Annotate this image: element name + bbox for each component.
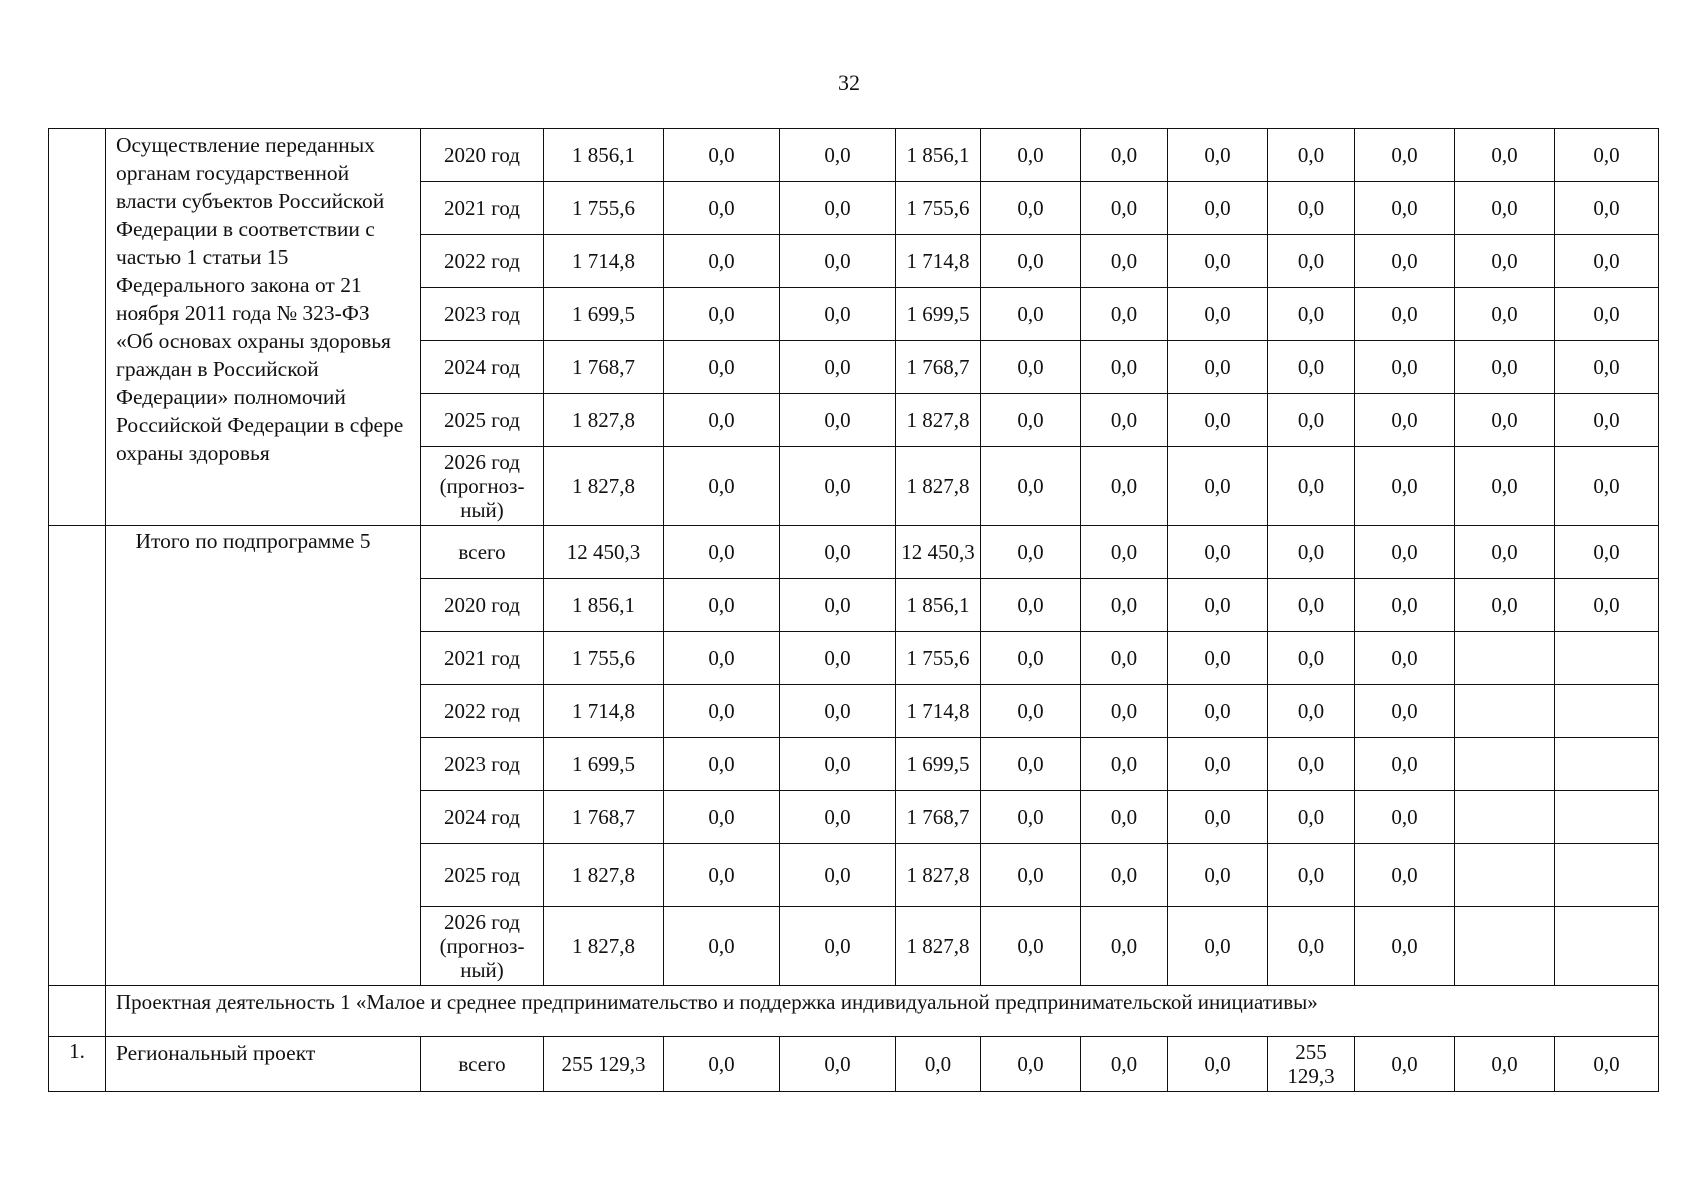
value-cell: 255 129,3 xyxy=(1268,1037,1355,1092)
total-cell: 255 129,3 xyxy=(544,1037,664,1092)
value-cell: 0,0 xyxy=(664,738,780,791)
total-cell: 1 755,6 xyxy=(544,632,664,685)
period-cell: 2020 год xyxy=(421,129,544,182)
value-cell: 0,0 xyxy=(1081,1037,1168,1092)
value-cell: 0,0 xyxy=(1355,907,1455,986)
total-cell: 1 714,8 xyxy=(544,685,664,738)
value-cell: 0,0 xyxy=(664,129,780,182)
value-cell: 0,0 xyxy=(780,632,896,685)
value-cell: 0,0 xyxy=(1455,129,1555,182)
value-cell: 0,0 xyxy=(1168,129,1268,182)
value-cell: 0,0 xyxy=(1455,447,1555,526)
value-cell: 0,0 xyxy=(1268,791,1355,844)
table-row xyxy=(49,1037,1659,1092)
value-cell: 0,0 xyxy=(780,182,896,235)
value-cell: 0,0 xyxy=(780,579,896,632)
total-cell: 1 699,5 xyxy=(544,288,664,341)
value-cell xyxy=(1455,738,1555,791)
value-cell: 0,0 xyxy=(1081,632,1168,685)
period-cell: 2024 год xyxy=(421,791,544,844)
value-cell: 0,0 xyxy=(1355,844,1455,907)
value-cell: 1 699,5 xyxy=(896,288,981,341)
value-cell: 0,0 xyxy=(1081,844,1168,907)
value-cell: 0,0 xyxy=(1081,235,1168,288)
value-cell: 0,0 xyxy=(780,844,896,907)
value-cell: 0,0 xyxy=(1555,394,1659,447)
value-cell: 0,0 xyxy=(780,129,896,182)
value-cell: 0,0 xyxy=(664,1037,780,1092)
value-cell: 0,0 xyxy=(1081,685,1168,738)
value-cell: 0,0 xyxy=(1268,526,1355,579)
table-row xyxy=(49,129,1659,182)
value-cell: 0,0 xyxy=(1168,844,1268,907)
value-cell: 0,0 xyxy=(1455,1037,1555,1092)
value-cell: 0,0 xyxy=(1168,447,1268,526)
value-cell: 0,0 xyxy=(896,1037,981,1092)
table-body xyxy=(49,129,1659,1092)
value-cell: 0,0 xyxy=(1168,235,1268,288)
period-cell: 2022 год xyxy=(421,685,544,738)
value-cell: 0,0 xyxy=(1555,447,1659,526)
value-cell: 0,0 xyxy=(1168,526,1268,579)
value-cell: 0,0 xyxy=(1268,129,1355,182)
value-cell: 0,0 xyxy=(1081,447,1168,526)
period-cell: 2025 год xyxy=(421,844,544,907)
value-cell: 1 755,6 xyxy=(896,632,981,685)
financing-table xyxy=(48,128,1659,1092)
value-cell xyxy=(1555,791,1659,844)
row-index xyxy=(49,986,106,1037)
value-cell xyxy=(1555,844,1659,907)
value-cell xyxy=(1555,685,1659,738)
value-cell: 0,0 xyxy=(981,738,1081,791)
total-cell: 1 768,7 xyxy=(544,791,664,844)
total-cell: 1 827,8 xyxy=(544,907,664,986)
value-cell: 1 827,8 xyxy=(896,844,981,907)
row-index: 1. xyxy=(49,1037,106,1092)
total-cell: 1 827,8 xyxy=(544,447,664,526)
value-cell: 1 714,8 xyxy=(896,685,981,738)
table-row xyxy=(49,986,1659,1037)
value-cell: 0,0 xyxy=(1268,447,1355,526)
total-cell: 1 699,5 xyxy=(544,738,664,791)
value-cell xyxy=(1555,907,1659,986)
value-cell: 0,0 xyxy=(1355,235,1455,288)
value-cell: 0,0 xyxy=(1455,526,1555,579)
value-cell: 0,0 xyxy=(1455,579,1555,632)
value-cell: 0,0 xyxy=(1555,1037,1659,1092)
value-cell: 0,0 xyxy=(981,685,1081,738)
value-cell: 0,0 xyxy=(664,685,780,738)
value-cell: 0,0 xyxy=(780,791,896,844)
value-cell: 0,0 xyxy=(1355,129,1455,182)
project-name: Региональный проект xyxy=(106,1037,421,1092)
value-cell: 1 856,1 xyxy=(896,129,981,182)
value-cell: 0,0 xyxy=(981,394,1081,447)
value-cell: 1 699,5 xyxy=(896,738,981,791)
value-cell: 0,0 xyxy=(1268,235,1355,288)
value-cell: 1 827,8 xyxy=(896,394,981,447)
value-cell: 0,0 xyxy=(1455,394,1555,447)
value-cell: 0,0 xyxy=(1355,1037,1455,1092)
value-cell: 0,0 xyxy=(1455,288,1555,341)
value-cell: 0,0 xyxy=(1168,341,1268,394)
project-heading: Проектная деятельность 1 «Малое и среднее предпринимательство и поддержка индивидуальной предпринимательской инициативы» xyxy=(106,986,1659,1037)
period-cell: 2024 год xyxy=(421,341,544,394)
total-cell: 12 450,3 xyxy=(544,526,664,579)
value-cell: 0,0 xyxy=(1168,1037,1268,1092)
value-cell: 0,0 xyxy=(981,632,1081,685)
value-cell: 0,0 xyxy=(1355,579,1455,632)
value-cell: 0,0 xyxy=(664,526,780,579)
value-cell: 0,0 xyxy=(1355,632,1455,685)
value-cell: 12 450,3 xyxy=(896,526,981,579)
period-cell: 2026 год (прогноз-ный) xyxy=(421,907,544,986)
value-cell: 0,0 xyxy=(1268,182,1355,235)
period-cell: 2023 год xyxy=(421,738,544,791)
value-cell: 0,0 xyxy=(1081,129,1168,182)
value-cell: 0,0 xyxy=(981,341,1081,394)
value-cell: 0,0 xyxy=(1081,791,1168,844)
value-cell: 0,0 xyxy=(780,526,896,579)
total-cell: 1 714,8 xyxy=(544,235,664,288)
value-cell: 0,0 xyxy=(1455,235,1555,288)
value-cell: 0,0 xyxy=(1268,738,1355,791)
value-cell: 0,0 xyxy=(1268,288,1355,341)
value-cell: 0,0 xyxy=(664,907,780,986)
value-cell xyxy=(1555,632,1659,685)
value-cell: 0,0 xyxy=(664,341,780,394)
period-cell: 2023 год xyxy=(421,288,544,341)
total-cell: 1 827,8 xyxy=(544,844,664,907)
value-cell: 0,0 xyxy=(1168,907,1268,986)
value-cell: 1 768,7 xyxy=(896,341,981,394)
page-number: 32 xyxy=(838,70,860,95)
value-cell: 0,0 xyxy=(780,738,896,791)
value-cell: 0,0 xyxy=(981,235,1081,288)
value-cell: 0,0 xyxy=(1555,129,1659,182)
value-cell: 0,0 xyxy=(664,579,780,632)
value-cell: 0,0 xyxy=(1268,579,1355,632)
value-cell xyxy=(1455,907,1555,986)
value-cell: 0,0 xyxy=(664,844,780,907)
value-cell: 1 856,1 xyxy=(896,579,981,632)
value-cell: 0,0 xyxy=(1268,394,1355,447)
value-cell: 0,0 xyxy=(1168,738,1268,791)
value-cell: 0,0 xyxy=(1081,907,1168,986)
period-cell: 2022 год xyxy=(421,235,544,288)
value-cell: 0,0 xyxy=(981,907,1081,986)
total-cell: 1 755,6 xyxy=(544,182,664,235)
value-cell: 0,0 xyxy=(981,182,1081,235)
measure-name: Осуществление переданных органам государственной власти субъектов Российской Федерации в соответствии с частью 1 статьи 15 Федерального закона от 21 ноября 2011 года № 323-ФЗ «Об основах охраны здоровья граждан в Российской Федерации» полномочий Российской Федерации в сфере охраны здоровья xyxy=(106,129,421,526)
value-cell: 0,0 xyxy=(1268,844,1355,907)
period-cell: всего xyxy=(421,526,544,579)
value-cell: 0,0 xyxy=(664,791,780,844)
value-cell: 0,0 xyxy=(664,447,780,526)
value-cell: 0,0 xyxy=(1455,341,1555,394)
value-cell: 0,0 xyxy=(664,394,780,447)
value-cell: 0,0 xyxy=(1355,341,1455,394)
row-index xyxy=(49,526,106,986)
value-cell: 0,0 xyxy=(780,685,896,738)
value-cell: 0,0 xyxy=(780,394,896,447)
value-cell: 0,0 xyxy=(1168,579,1268,632)
value-cell: 0,0 xyxy=(1555,526,1659,579)
value-cell: 0,0 xyxy=(1268,685,1355,738)
value-cell: 0,0 xyxy=(780,341,896,394)
value-cell xyxy=(1455,685,1555,738)
value-cell: 0,0 xyxy=(1081,182,1168,235)
total-cell: 1 768,7 xyxy=(544,341,664,394)
value-cell: 0,0 xyxy=(1355,288,1455,341)
value-cell: 0,0 xyxy=(1555,341,1659,394)
period-cell: 2025 год xyxy=(421,394,544,447)
value-cell: 0,0 xyxy=(1355,182,1455,235)
value-cell: 0,0 xyxy=(1268,632,1355,685)
value-cell: 0,0 xyxy=(1081,579,1168,632)
value-cell: 1 768,7 xyxy=(896,791,981,844)
value-cell xyxy=(1455,632,1555,685)
value-cell: 0,0 xyxy=(981,447,1081,526)
value-cell: 0,0 xyxy=(1268,341,1355,394)
value-cell xyxy=(1455,844,1555,907)
value-cell: 0,0 xyxy=(1168,182,1268,235)
value-cell: 0,0 xyxy=(1168,632,1268,685)
value-cell: 0,0 xyxy=(1081,738,1168,791)
value-cell: 0,0 xyxy=(780,1037,896,1092)
value-cell xyxy=(1555,738,1659,791)
value-cell: 0,0 xyxy=(780,235,896,288)
value-cell: 1 755,6 xyxy=(896,182,981,235)
period-cell: всего xyxy=(421,1037,544,1092)
period-cell: 2026 год (прогноз-ный) xyxy=(421,447,544,526)
subprogram-total-label: Итого по подпрограмме 5 xyxy=(106,526,421,986)
value-cell: 0,0 xyxy=(981,1037,1081,1092)
value-cell: 0,0 xyxy=(1081,288,1168,341)
value-cell: 0,0 xyxy=(1555,579,1659,632)
value-cell xyxy=(1455,791,1555,844)
value-cell: 1 714,8 xyxy=(896,235,981,288)
table-row xyxy=(49,526,1659,579)
value-cell: 0,0 xyxy=(981,129,1081,182)
value-cell: 0,0 xyxy=(1555,182,1659,235)
period-cell: 2021 год xyxy=(421,632,544,685)
value-cell: 0,0 xyxy=(1355,685,1455,738)
value-cell: 0,0 xyxy=(1168,288,1268,341)
value-cell: 0,0 xyxy=(664,288,780,341)
value-cell: 0,0 xyxy=(1168,394,1268,447)
total-cell: 1 856,1 xyxy=(544,579,664,632)
value-cell: 0,0 xyxy=(664,235,780,288)
value-cell: 0,0 xyxy=(780,447,896,526)
value-cell: 1 827,8 xyxy=(896,447,981,526)
value-cell: 0,0 xyxy=(1355,791,1455,844)
value-cell: 0,0 xyxy=(1355,526,1455,579)
period-cell: 2020 год xyxy=(421,579,544,632)
value-cell: 0,0 xyxy=(981,579,1081,632)
value-cell: 0,0 xyxy=(664,182,780,235)
value-cell: 0,0 xyxy=(1555,288,1659,341)
value-cell: 0,0 xyxy=(1168,685,1268,738)
value-cell: 1 827,8 xyxy=(896,907,981,986)
value-cell: 0,0 xyxy=(981,288,1081,341)
value-cell: 0,0 xyxy=(1455,182,1555,235)
value-cell: 0,0 xyxy=(1355,447,1455,526)
value-cell: 0,0 xyxy=(981,791,1081,844)
value-cell: 0,0 xyxy=(780,907,896,986)
total-cell: 1 827,8 xyxy=(544,394,664,447)
value-cell: 0,0 xyxy=(1555,235,1659,288)
value-cell: 0,0 xyxy=(1081,394,1168,447)
period-cell: 2021 год xyxy=(421,182,544,235)
value-cell: 0,0 xyxy=(664,632,780,685)
value-cell: 0,0 xyxy=(1168,791,1268,844)
value-cell: 0,0 xyxy=(981,526,1081,579)
value-cell: 0,0 xyxy=(1081,526,1168,579)
row-index xyxy=(49,129,106,526)
value-cell: 0,0 xyxy=(981,844,1081,907)
value-cell: 0,0 xyxy=(1355,394,1455,447)
total-cell: 1 856,1 xyxy=(544,129,664,182)
value-cell: 0,0 xyxy=(1355,738,1455,791)
value-cell: 0,0 xyxy=(1081,341,1168,394)
value-cell: 0,0 xyxy=(780,288,896,341)
value-cell: 0,0 xyxy=(1268,907,1355,986)
